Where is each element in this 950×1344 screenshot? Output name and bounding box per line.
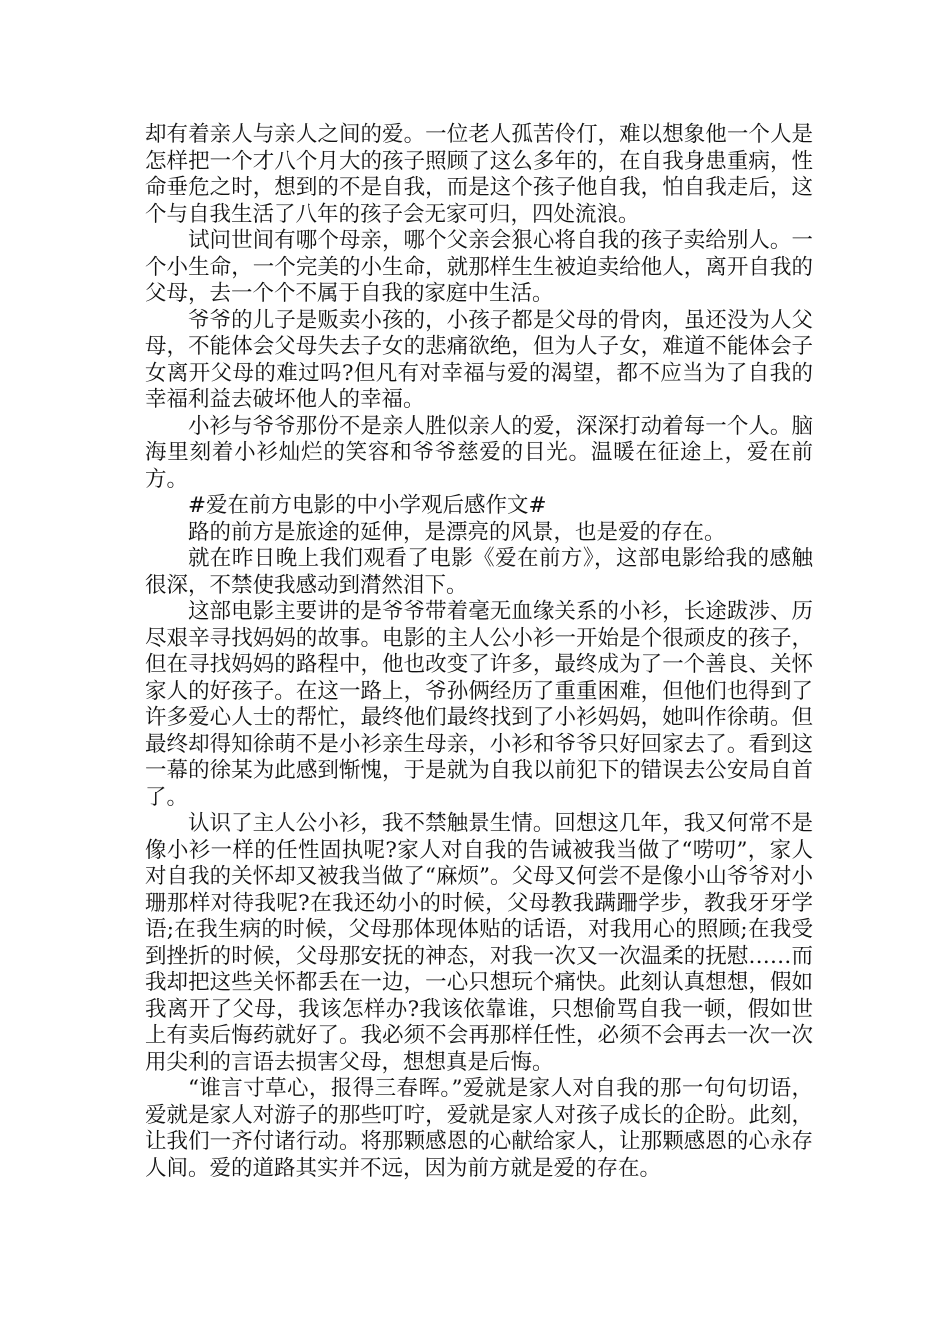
paragraph-3: 爷爷的儿子是贩卖小孩的，小孩子都是父母的骨肉，虽还没为人父母，不能体会父母失去子女的悲痛欲绝，但为人子女，难道不能体会子女离开父母的难过吗?但凡有对幸福与爱的渴望，都不应当为了自我的幸福利益去破坏他人的幸福。 [145, 307, 813, 412]
document-page [145, 122, 813, 1182]
paragraph-2: 试问世间有哪个母亲，哪个父亲会狠心将自我的孩子卖给别人。一个小生命，一个完美的小生命，就那样生生被迫卖给他人，离开自我的父母，去一个个不属于自我的家庭中生活。 [145, 228, 813, 306]
paragraph-7: 这部电影主要讲的是爷爷带着毫无血缘关系的小衫，长途跋涉、历尽艰辛寻找妈妈的故事。电影的主人公小衫一开始是个很顽皮的孩子，但在寻找妈妈的路程中，他也改变了许多，最终成为了一个善良、关怀家人的好孩子。在这一路上，爷孙俩经历了重重困难，但他们也得到了许多爱心人士的帮忙，最终他们最终找到了小衫妈妈，她叫作徐萌。但最终却得知徐萌不是小衫亲生母亲，小衫和爷爷只好回家去了。看到这一幕的徐某为此感到惭愧，于是就为自我以前犯下的错误去公安局自首了。 [145, 599, 813, 810]
paragraph-8: 认识了主人公小衫，我不禁触景生情。回想这几年，我又何常不是像小衫一样的任性固执呢?家人对自我的告诫被我当做了“唠叨”，家人对自我的关怀却又被我当做了“麻烦”。父母又何尝不是像小山爷爷对小珊那样对待我呢?在我还幼小的时候，父母教我蹒跚学步，教我牙牙学语;在我生病的时候，父母那体现体贴的话语，对我用心的照顾;在我受到挫折的时候，父母那安抚的神态，对我一次又一次温柔的抚慰……而我却把这些关怀都丢在一边，一心只想玩个痛快。此刻认真想想，假如我离开了父母，我该怎样办?我该依靠谁，只想偷骂自我一顿，假如世上有卖后悔药就好了。我必须不会再那样任性，必须不会再去一次一次用尖利的言语去损害父母，想想真是后悔。 [145, 811, 813, 1075]
paragraph-4: 小衫与爷爷那份不是亲人胜似亲人的爱，深深打动着每一个人。脑海里刻着小衫灿烂的笑容和爷爷慈爱的目光。温暖在征途上，爱在前方。 [145, 413, 813, 492]
paragraph-6: 就在昨日晚上我们观看了电影《爱在前方》，这部电影给我的感触很深，不禁使我感动到潸然泪下。 [145, 546, 813, 598]
paragraph-1: 却有着亲人与亲人之间的爱。一位老人孤苦伶仃，难以想象他一个人是怎样把一个才八个月大的孩子照顾了这么多年的，在自我身患重病，性命垂危之时，想到的不是自我，而是这个孩子他自我，怕自我走后，这个与自我生活了八年的孩子会无家可归，四处流浪。 [145, 122, 813, 227]
paragraph-5: 路的前方是旅途的延伸，是漂亮的风景，也是爱的存在。 [188, 519, 726, 545]
section-heading: #爱在前方电影的中小学观后感作文# [188, 493, 547, 518]
paragraph-9: “谁言寸草心，报得三春晖。”爱就是家人对自我的那一句句切语，爱就是家人对游子的那些叮咛，爱就是家人对孩子成长的企盼。此刻，让我们一齐付诸行动。将那颗感恩的心献给家人，让那颗感恩的心永存人间。爱的道路其实并不远，因为前方就是爱的存在。 [145, 1076, 813, 1181]
